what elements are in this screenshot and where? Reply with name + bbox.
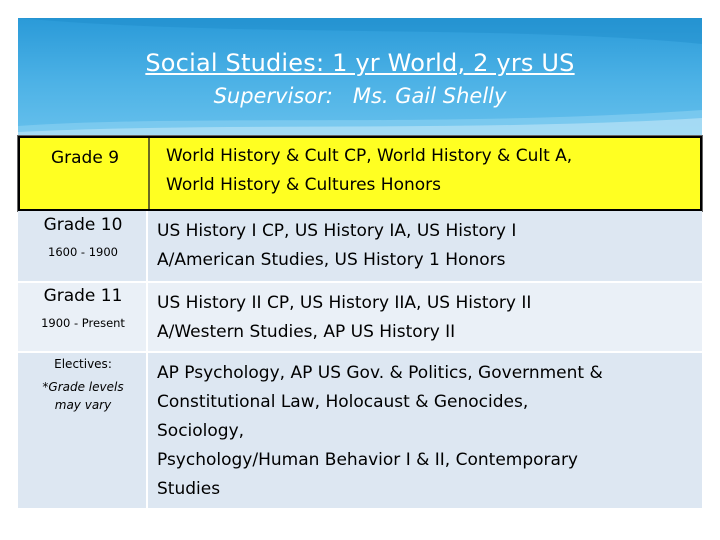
grade-cell bbox=[18, 353, 148, 508]
grade-label: Grade 10 bbox=[43, 215, 123, 235]
course-list bbox=[150, 211, 702, 281]
note-line: may vary bbox=[54, 398, 112, 412]
course-line: Constitutional Law, Holocaust & Genocides, bbox=[157, 392, 529, 412]
electives-label: Electives: bbox=[54, 357, 112, 371]
wave-decoration bbox=[18, 18, 702, 136]
course-line: A/Western Studies, AP US History II bbox=[157, 322, 456, 342]
title-banner bbox=[18, 18, 702, 136]
grade-levels-note bbox=[18, 378, 148, 414]
course-table bbox=[18, 136, 702, 508]
table-row-grade-10 bbox=[18, 211, 702, 283]
table-row-grade-11 bbox=[18, 283, 702, 353]
grade-label: Grade 11 bbox=[43, 286, 123, 306]
course-line: World History & Cultures Honors bbox=[166, 175, 442, 195]
course-list bbox=[150, 353, 702, 508]
grade-label: Grade 9 bbox=[50, 148, 120, 168]
table-row-electives bbox=[18, 353, 702, 508]
course-line: Psychology/Human Behavior I & II, Contemporary bbox=[157, 450, 578, 470]
course-line: US History I CP, US History IA, US History I bbox=[157, 221, 517, 241]
years-label: 1900 - Present bbox=[41, 316, 125, 330]
course-line: Sociology, bbox=[157, 421, 245, 441]
course-line: World History & Cult CP, World History & Cult A, bbox=[166, 146, 573, 166]
grade-cell bbox=[18, 283, 148, 351]
course-line: AP Psychology, AP US Gov. & Politics, Government & bbox=[157, 363, 603, 383]
grade-cell bbox=[18, 211, 148, 281]
page-title: Social Studies: 1 yr World, 2 yrs US bbox=[145, 49, 575, 77]
supervisor-subtitle: Supervisor: Ms. Gail Shelly bbox=[213, 84, 507, 108]
note-line: *Grade levels bbox=[42, 380, 124, 394]
course-list bbox=[166, 142, 696, 200]
course-line: US History II CP, US History IIA, US History II bbox=[157, 293, 532, 313]
course-line: Studies bbox=[157, 479, 221, 499]
course-list bbox=[150, 283, 702, 351]
years-label: 1600 - 1900 bbox=[48, 245, 118, 259]
course-line: A/American Studies, US History 1 Honors bbox=[157, 250, 506, 270]
table-row-grade-9 bbox=[18, 136, 702, 211]
